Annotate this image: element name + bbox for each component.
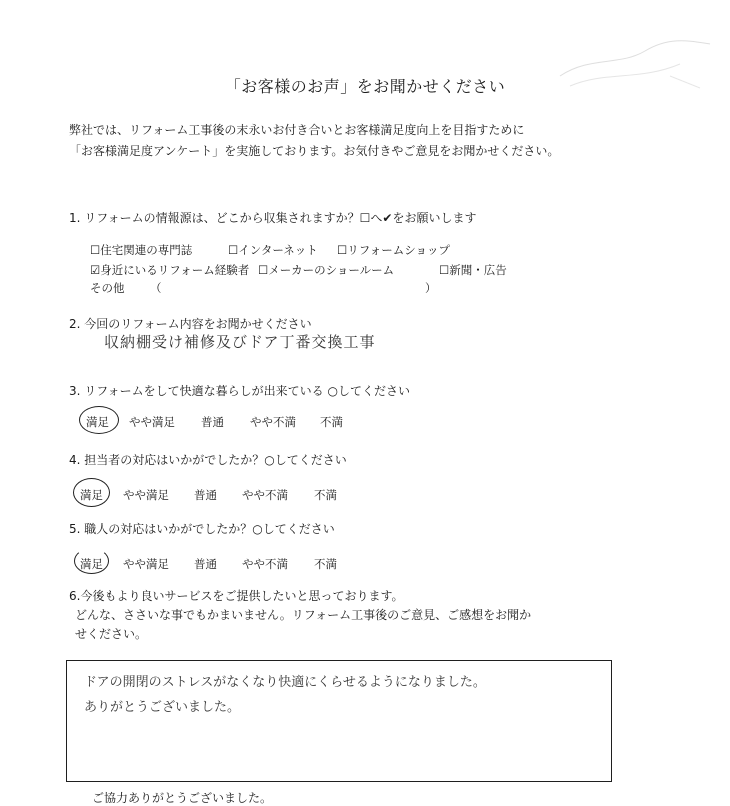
q4-option-satisfied[interactable]: 満足 <box>80 488 103 502</box>
comment-line-2: ありがとうございました。 <box>84 700 241 715</box>
thanks-footer: ご協力ありがとうございました。 <box>92 791 273 805</box>
q1-other-close-paren: ） <box>425 281 437 295</box>
q2-handwritten-answer: 収納棚受け補修及びドア丁番交換工事 <box>104 333 376 351</box>
q5-option-average[interactable]: 普通 <box>194 557 217 571</box>
q4-option-dissatisfied[interactable]: 不満 <box>314 488 337 502</box>
q4-option-somewhat-satisfied[interactable]: やや満足 <box>123 488 169 502</box>
question-3: 3. リフォームをして快適な暮らしが出来ている ○してください <box>69 384 410 398</box>
q3-option-dissatisfied[interactable]: 不満 <box>320 415 343 429</box>
q5-option-satisfied[interactable]: 満足 <box>80 557 103 571</box>
q4-option-average[interactable]: 普通 <box>194 488 217 502</box>
q3-selected-circle <box>79 406 119 434</box>
q1-other-label: その他 <box>90 281 125 295</box>
q1-other-open-paren: （ <box>150 281 162 295</box>
question-5: 5. 職人の対応はいかがでしたか？○してください <box>69 522 335 536</box>
question-6-line-1: 6.今後もより良いサービスをご提供したいと思っております。 <box>69 589 404 603</box>
q1-option-showroom[interactable]: ☐メーカーのショールーム <box>258 263 395 277</box>
q1-option-acquaintance[interactable]: ☑身近にいるリフォーム経験者 <box>90 263 250 277</box>
q1-option-internet[interactable]: ☐インターネット <box>228 243 318 257</box>
question-6-line-3: せください。 <box>75 627 148 641</box>
q4-option-somewhat-dissatisfied[interactable]: やや不満 <box>242 488 288 502</box>
q4-selected-circle <box>73 478 110 507</box>
q5-option-dissatisfied[interactable]: 不満 <box>314 557 337 571</box>
q3-option-somewhat-satisfied[interactable]: やや満足 <box>129 415 175 429</box>
q1-option-newspaper[interactable]: ☐新聞・広告 <box>439 263 507 277</box>
q5-option-somewhat-dissatisfied[interactable]: やや不満 <box>242 557 288 571</box>
comment-line-1: ドアの開閉のストレスがなくなり快適にくらせるようになりました。 <box>84 675 486 690</box>
q5-option-somewhat-satisfied[interactable]: やや満足 <box>123 557 169 571</box>
intro-line-1: 弊社では、リフォーム工事後の末永いお付き合いとお客様満足度向上を目指すために <box>69 123 525 137</box>
q3-option-average[interactable]: 普通 <box>201 415 224 429</box>
q5-selected-circle <box>74 548 109 574</box>
page-title: 「お客様のお声」をお聞かせください <box>224 77 506 96</box>
intro-line-2: 「お客様満足度アンケート」を実施しております。お気付きやご意見をお聞かせください。 <box>69 144 560 158</box>
question-6-line-2: どんな、ささいな事でもかまいません。リフォーム工事後のご意見、ご感想をお聞か <box>75 608 532 622</box>
q1-option-magazine[interactable]: ☐住宅関連の専門誌 <box>90 243 193 257</box>
q3-option-satisfied[interactable]: 満足 <box>86 415 109 429</box>
q3-option-somewhat-dissatisfied[interactable]: やや不満 <box>250 415 296 429</box>
question-1: 1. リフォームの情報源は、どこから収集されますか？☐へ✔をお願いします <box>69 211 477 225</box>
q1-option-reform-shop[interactable]: ☐リフォームショップ <box>337 243 451 257</box>
question-4: 4. 担当者の対応はいかがでしたか？○してください <box>69 453 347 467</box>
question-2: 2. 今回のリフォーム内容をお聞かせください <box>69 317 312 331</box>
